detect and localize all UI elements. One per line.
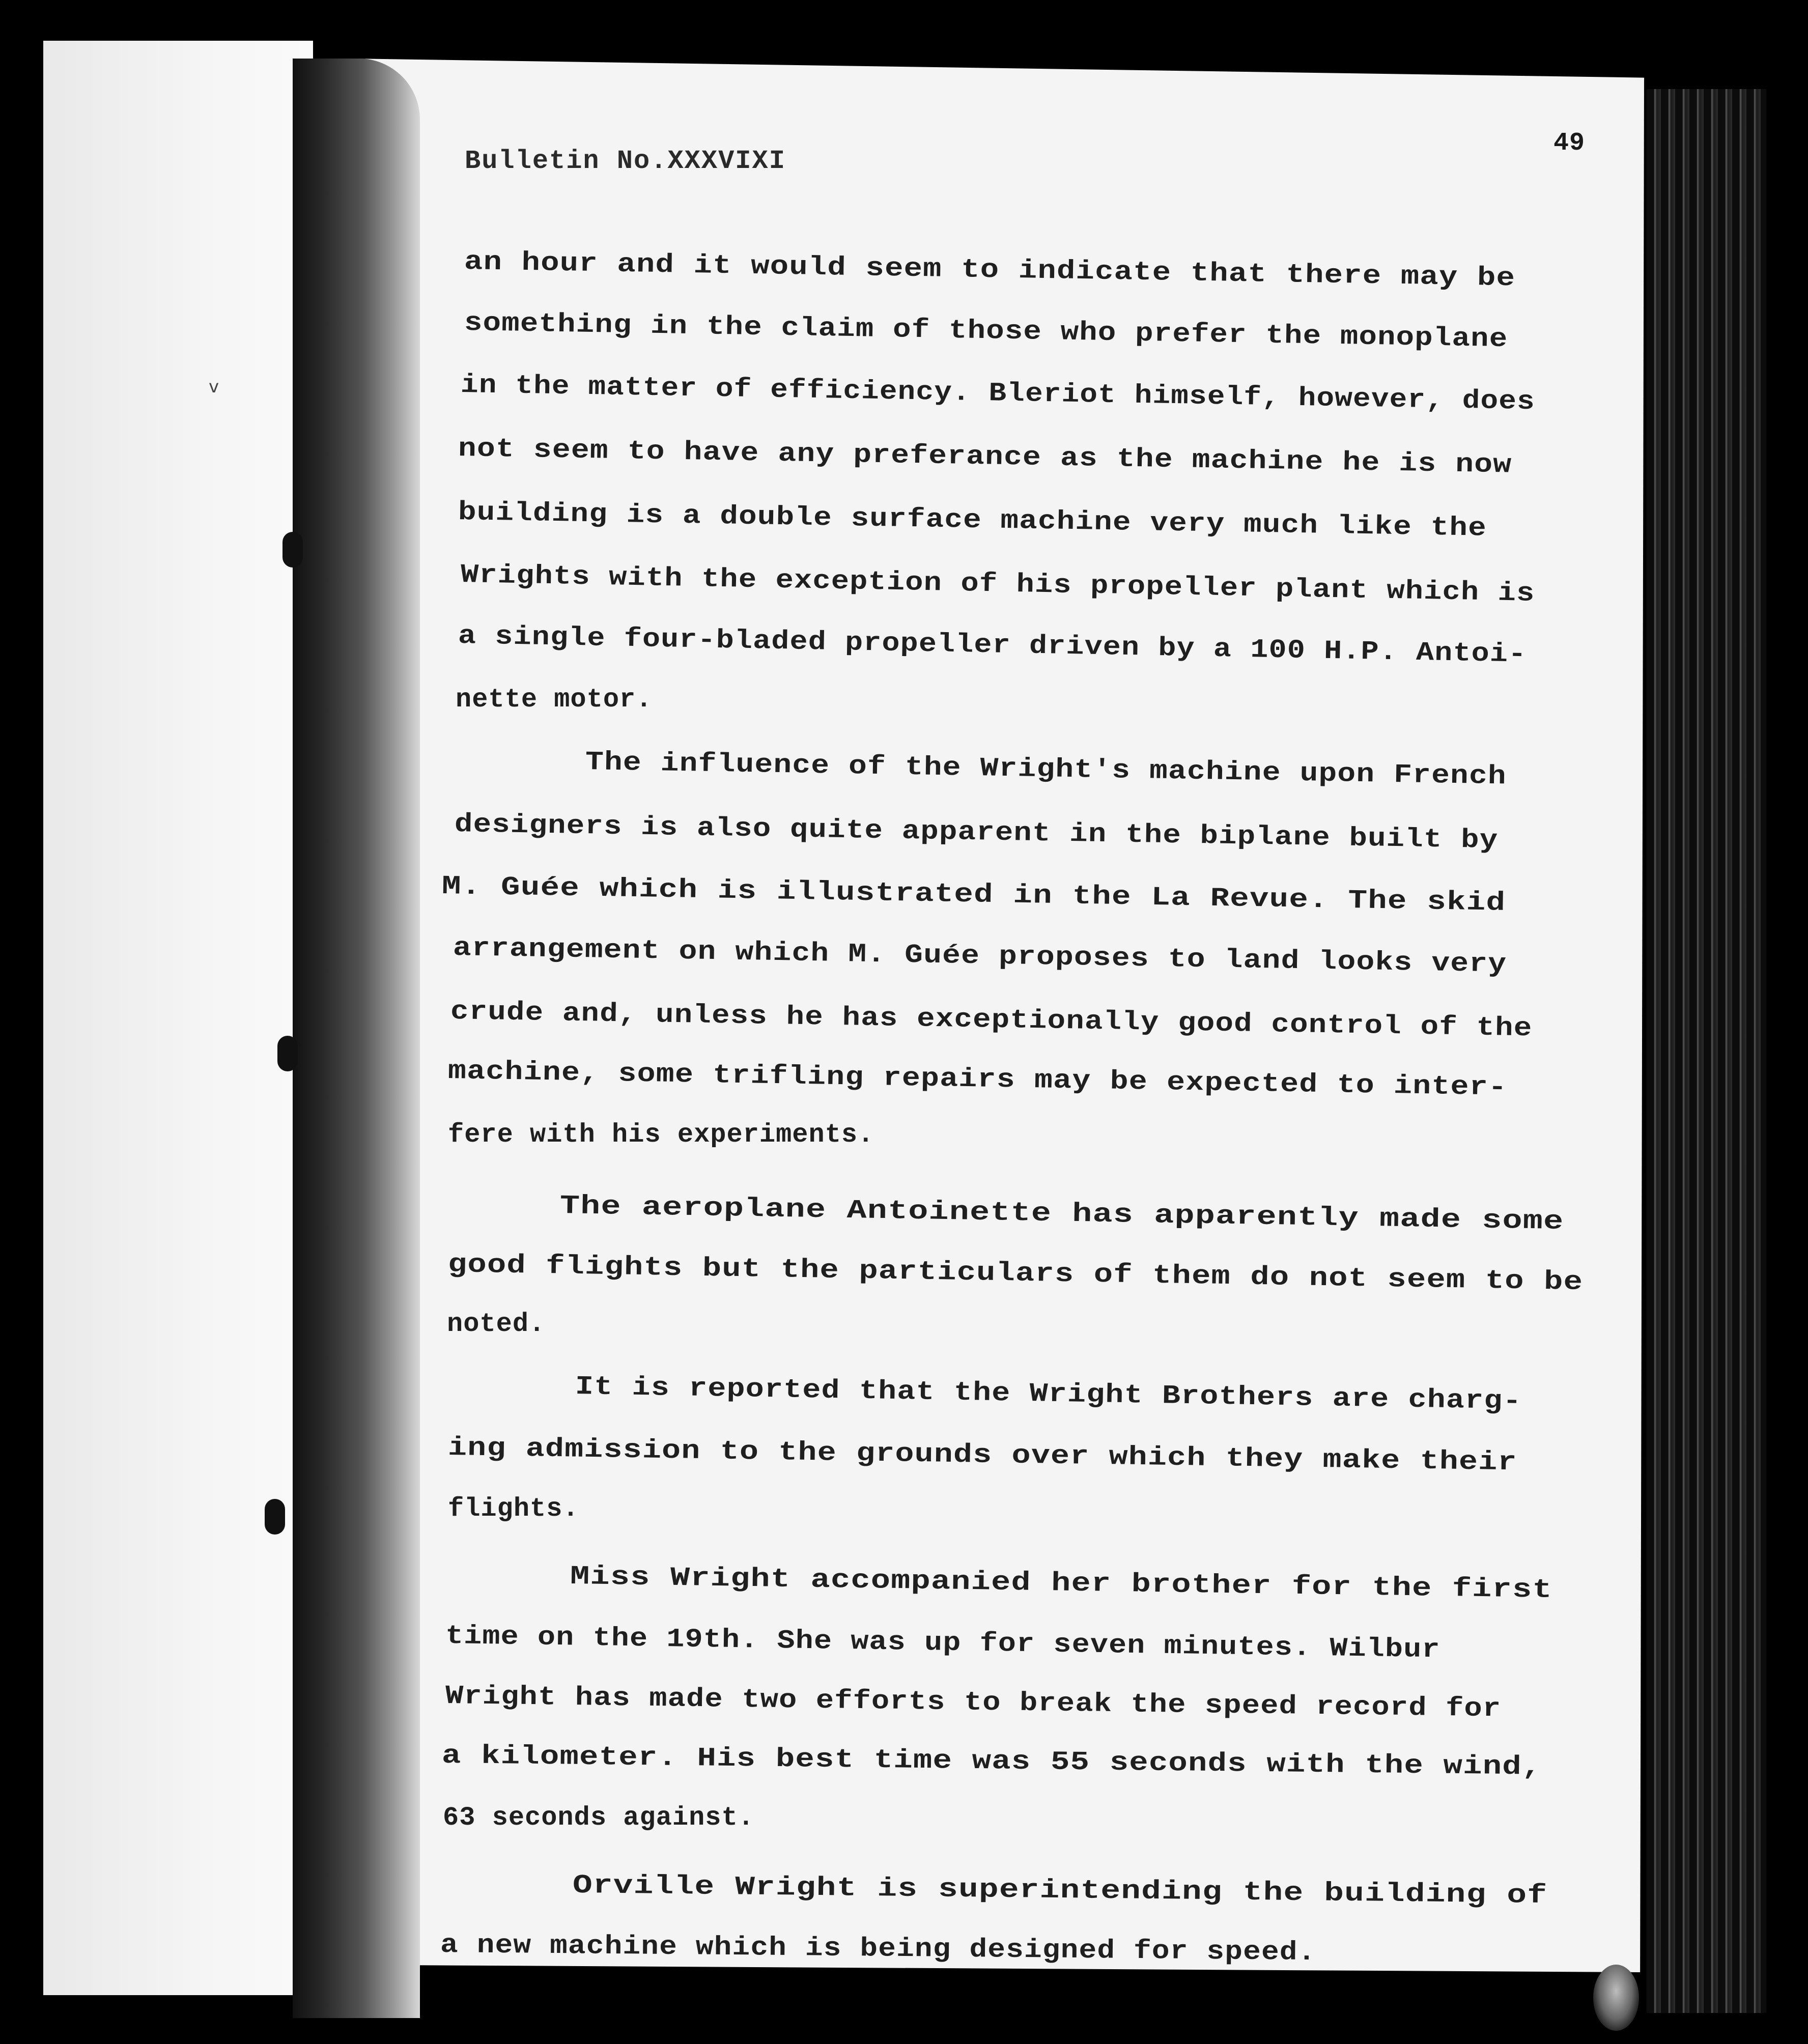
text-line: a new machine which is being designed for speed. — [440, 1930, 1316, 1968]
margin-mark: v — [209, 377, 219, 397]
text-line: building is a double surface machine very much like the — [458, 497, 1487, 544]
book-gutter-shadow — [293, 59, 420, 2018]
text-line: arrangement on which M. Guée proposes to land looks very — [453, 933, 1507, 980]
text-line: time on the 19th. She was up for seven minutes. Wilbur — [445, 1621, 1440, 1665]
text-line: noted. — [447, 1309, 546, 1339]
text-line: nette motor. — [456, 685, 653, 715]
binding-pin — [282, 532, 303, 567]
text-line: something in the claim of those who prefer the monoplane — [464, 308, 1508, 355]
text-line: flights. — [448, 1494, 579, 1524]
text-line: in the matter of efficiency. Bleriot himself, however, does — [460, 370, 1536, 417]
text-line: machine, some trifling repairs may be expected to inter- — [447, 1056, 1508, 1103]
text-line: not seem to have any preferance as the machine he is now — [458, 434, 1512, 480]
text-line: The aeroplane Antoinette has apparently made some — [559, 1191, 1564, 1237]
text-line: The influence of the Wright's machine upon French — [585, 747, 1507, 792]
page-number: 49 — [1553, 129, 1586, 158]
text-line: an hour and it would seem to indicate that there may be — [464, 247, 1516, 294]
text-line: M. Guée which is illustrated in the La Revue. The skid — [441, 871, 1506, 918]
text-line: Orville Wright is superintending the building of — [572, 1870, 1548, 1911]
text-line: Wrights with the exception of his propeller plant which is — [460, 560, 1535, 609]
text-line: fere with his experiments. — [448, 1120, 874, 1150]
binding-pin — [277, 1036, 298, 1071]
left-facing-page — [43, 41, 313, 1995]
text-line: ing admission to the grounds over which they make their — [447, 1433, 1517, 1478]
page-stack-edges — [1647, 89, 1766, 2013]
page-corner-curl — [1593, 1965, 1639, 2031]
text-line: crude and, unless he has exceptionally good control of the — [450, 997, 1533, 1044]
text-line: designers is also quite apparent in the biplane built by — [454, 809, 1499, 856]
binding-pin — [265, 1499, 285, 1535]
bulletin-header: Bulletin No.XXXVIXI — [465, 146, 786, 176]
text-line: a kilometer. His best time was 55 seconds with the wind, — [441, 1741, 1542, 1782]
text-line: good flights but the particulars of them do not seem to be — [447, 1250, 1584, 1298]
text-line: 63 seconds against. — [443, 1803, 754, 1833]
text-line: a single four-bladed propeller driven by a 100 H.P. Antoi- — [458, 621, 1527, 670]
text-line: Miss Wright accompanied her brother for the first — [570, 1562, 1553, 1605]
text-line: It is reported that the Wright Brothers are charg- — [575, 1372, 1522, 1417]
text-line: Wright has made two efforts to break the speed record for — [445, 1681, 1502, 1724]
